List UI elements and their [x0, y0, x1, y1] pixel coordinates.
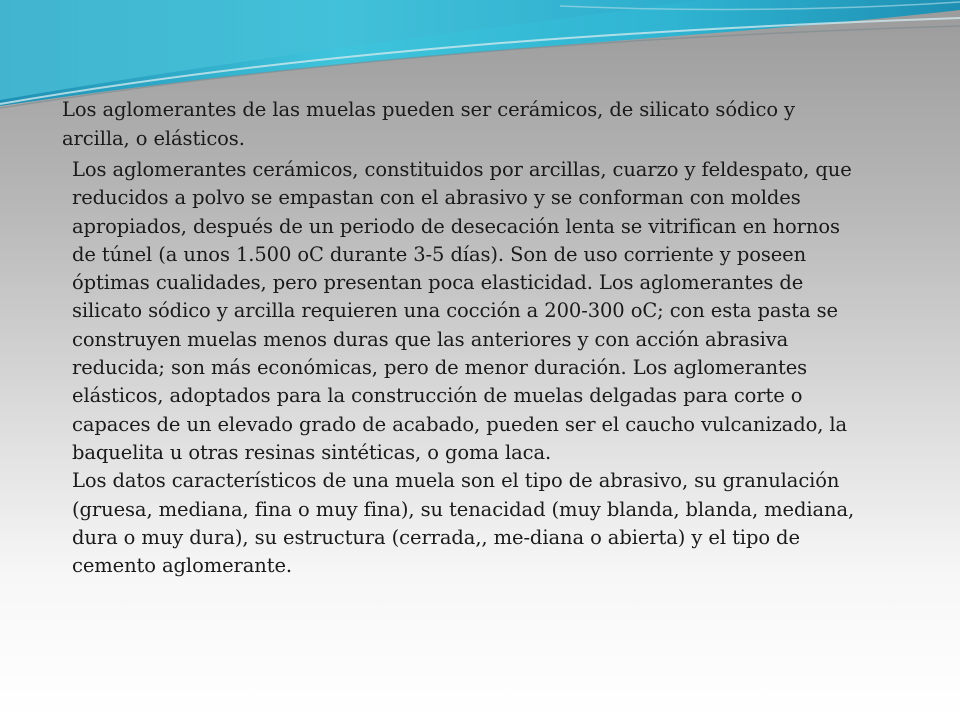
- paragraph-wheel-characteristics: Los datos característicos de una muela son el tipo de abrasivo, su granulación (gruesa, mediana, fina o muy fina), su tenacidad (muy blanda, blanda, mediana, dura o muy dura), su estructura (cerrada,, me-diana o abierta) y el tipo de cemento aglomerante.: [72, 469, 855, 578]
- body-text: [72, 156, 862, 580]
- paragraph-ceramic-binders: Los aglomerantes cerámicos, constituidos por arcillas, cuarzo y feldespato, que reducidos a polvo se empastan con el abrasivo y se conforman con moldes apropiados, después de un periodo de desecación lenta se vitrifican en hornos de túnel (a unos 1.500 oC durante 3-5 días). Son de uso corriente y poseen óptimas cualidades, pero presentan poca elasticidad.: [72, 158, 852, 295]
- intro-text: Los aglomerantes de las muelas pueden ser cerámicos, de silicato sódico y arcilla, o elásticos.: [62, 98, 795, 150]
- paragraph-silicate-elastic-binders: Los aglomerantes de silicato sódico y arcilla requieren una cocción a 200-300 oC; con esta pasta se construyen muelas menos duras que las anteriores y con acción abrasiva reducida; son más económicas, pero de menor duración. Los aglomerantes elásticos, adoptados para la construcción de muelas delgadas para corte o capaces de un elevado grado de acabado, pueden ser el caucho vulcanizado, la baquelita u otras resinas sintéticas, o goma laca.: [72, 271, 848, 464]
